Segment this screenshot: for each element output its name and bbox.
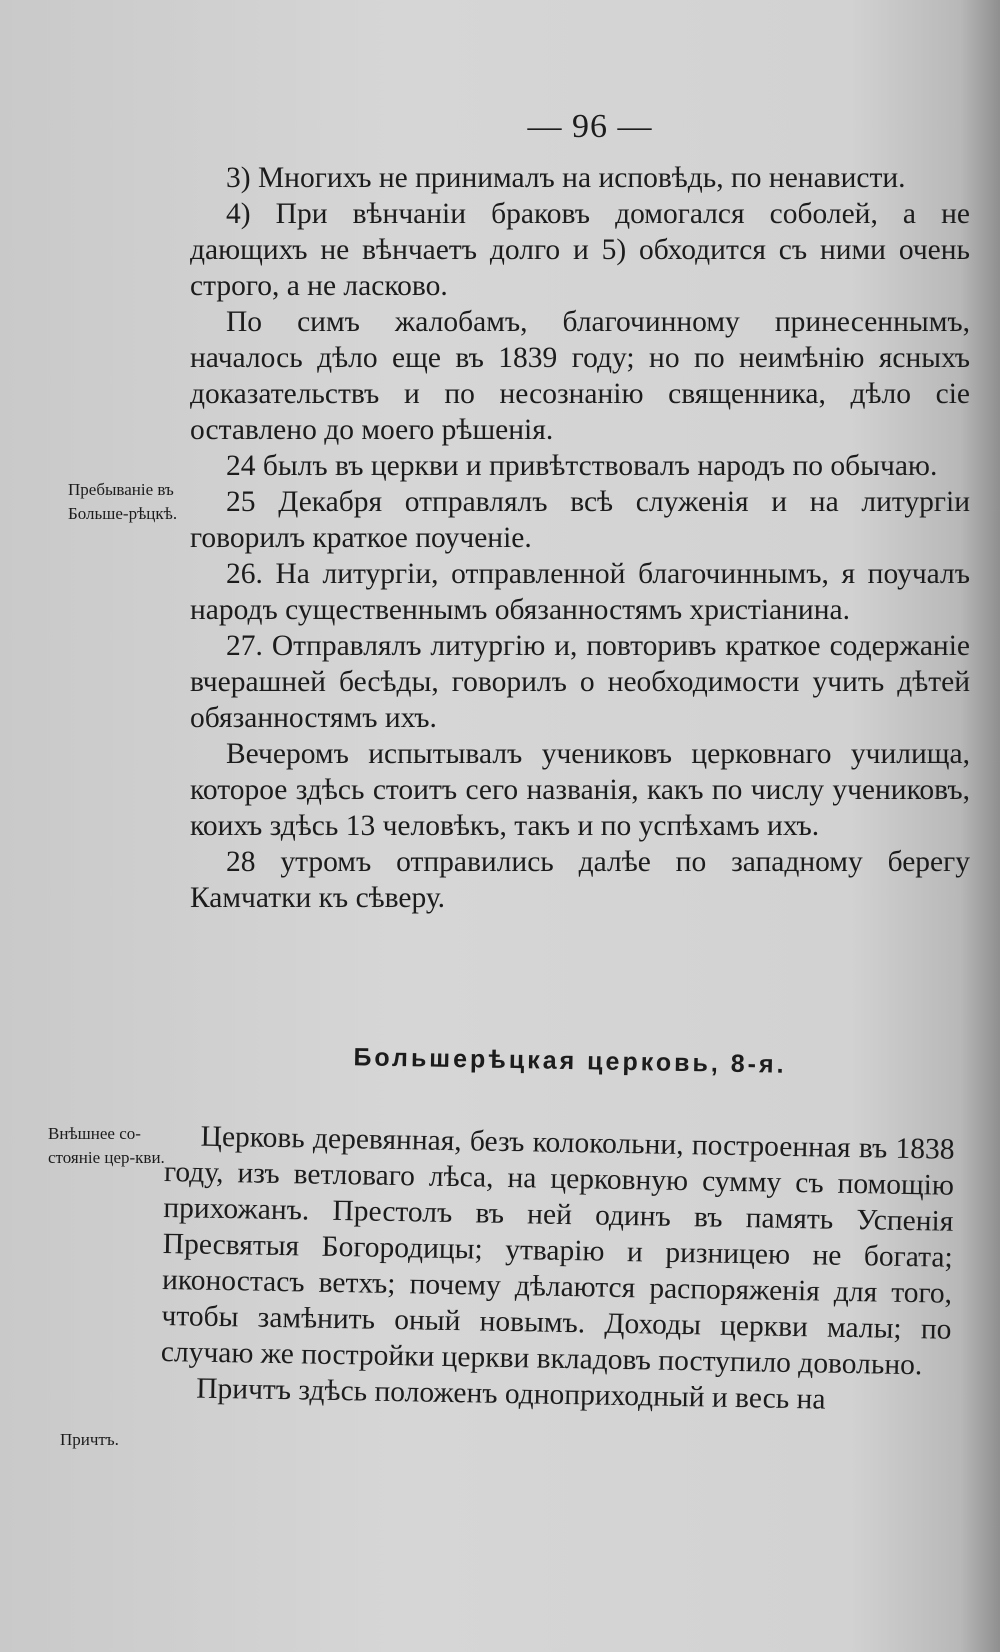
text-block-bottom bbox=[160, 1118, 955, 1420]
paragraph: 24 былъ въ церкви и привѣтствовалъ народъ по обычаю. bbox=[226, 450, 938, 482]
paragraph: Церковь деревянная, безъ колокольни, построенная въ 1838 году, изъ ветловаго лѣса, на церковную сумму съ помощію прихожанъ. Престолъ въ ней одинъ въ память Успенія Пресвятыя Богородицы; утварію и ризницею не богата; иконостасъ ветхъ; почему дѣлаются распоряженія для того, чтобы замѣнить оный новымъ. Доходы церкви малы; по случаю же постройки церкви вкладовъ поступило довольно. bbox=[160, 1120, 955, 1382]
page-number: — 96 — bbox=[527, 108, 653, 145]
margin-note-exterior: Внѣшнее со-стояніе цер-кви. bbox=[48, 1124, 165, 1167]
margin-note-clergy: Причтъ. bbox=[60, 1430, 119, 1449]
text-block-top bbox=[190, 160, 970, 916]
paragraph: 27. Отправлялъ литургію и, повторивъ краткое содержаніе вчерашней бесѣды, говорилъ о необходимости учить дѣтей обязанностямъ ихъ. bbox=[190, 630, 970, 734]
paragraph: 28 утромъ отправились далѣе по западному берегу Камчатки къ сѣверу. bbox=[190, 846, 970, 914]
section-heading: Большерѣцкая церковь, 8-я. bbox=[353, 1043, 787, 1079]
paragraph: По симъ жалобамъ, благочинному принесеннымъ, началось дѣло еще въ 1839 году; но по неимѣнію ясныхъ доказательствъ и по несознанію священника, дѣло сіе оставлено до моего рѣшенія. bbox=[190, 306, 970, 446]
paragraph: 3) Многихъ не принималъ на исповѣдь, по ненависти. bbox=[226, 162, 906, 194]
paragraph: 25 Декабря отправлялъ всѣ служенія и на литургіи говорилъ краткое поученіе. bbox=[190, 486, 970, 554]
paragraph: 4) При вѣнчаніи браковъ домогался соболей, а не дающихъ не вѣнчаетъ долго и 5) обходится съ ними очень строго, а не ласково. bbox=[190, 198, 970, 302]
paragraph: Вечеромъ испытывалъ учениковъ церковнаго училища, которое здѣсь стоитъ сего названія, какъ по числу учениковъ, коихъ здѣсь 13 человѣкъ, такъ и по успѣхамъ ихъ. bbox=[190, 738, 970, 842]
paragraph: Причтъ здѣсь положенъ одноприходный и весь на bbox=[196, 1372, 826, 1416]
margin-note-stay: Пребываніе въ Больше-рѣцкѣ. bbox=[68, 480, 178, 523]
paragraph: 26. На литургіи, отправленной благочиннымъ, я поучалъ народъ существеннымъ обязанностямъ христіанина. bbox=[190, 558, 970, 626]
